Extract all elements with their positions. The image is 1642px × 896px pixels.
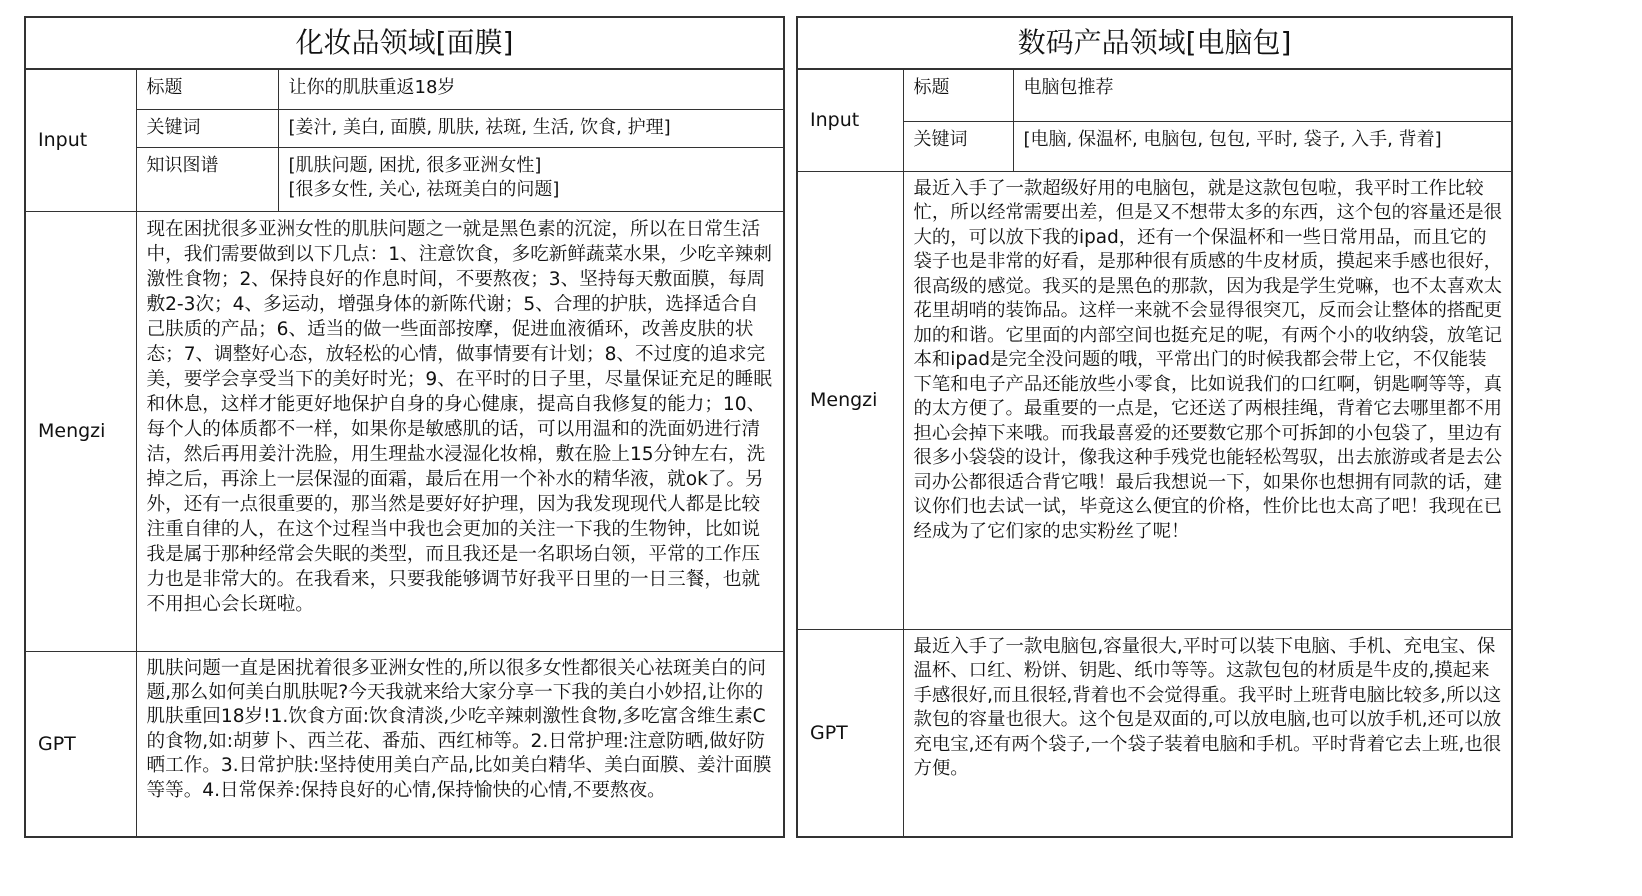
cosmetics-title: 化妆品领域[面膜] [26,18,783,69]
field-value-title: 电脑包推荐 [1013,69,1511,121]
knowledge-graph-line: [肌肤问题, 困扰, 很多亚洲女性] [288,154,542,176]
field-label-keywords: 关键词 [136,109,278,147]
mengzi-output-text: 现在困扰很多亚洲女性的肌肤问题之一就是黑色素的沉淀，所以在日常生活中，我们需要做到以下几点：1、注意饮食，多吃新鲜蔬菜水果，少吃辛辣刺激性食物；2、保持良好的作息时间，不要熬夜；3、坚持每天敷面膜，每周敷2-3次；4、多运动，增强身体的新陈代谢；5、合理的护肤，选择适合自己肤质的产品；6、适当的做一些面部按摩，促进血液循环，改善皮肤的状态；7、调整好心态，放轻松的心情，做事情要有计划；8、不过度的追求完美，要学会享受当下的美好时光；9、在平时的日子里，尽量保证充足的睡眠和休息，这样才能更好地保护自身的身心健康，提高自我修复的能力；10、每个人的体质都不一样，如果你是敏感肌的话，可以用温和的洗面奶进行清洁，然后再用姜汁洗脸，用生理盐水浸湿化妆棉，敷在脸上15分钟左右，洗掉之后，再涂上一层保湿的面霜，最后在用一个补水的精华液，就ok了。另外，还有一点很重要的，那当然是要好好护理，因为我发现现代人都是比较注重自律的人，在这个过程当中我也会更加的关注一下我的生物钟，比如说我是属于那种经常会失眠的类型，而且我还是一名职场白领，平常的工作压力也是非常大的。在我看来，只要我能够调节好我平日里的一日三餐，也就不用担心会长斑啦。 [136,211,783,651]
field-value-knowledge-graph [278,147,783,211]
mengzi-label: Mengzi [26,211,136,651]
gpt-label: GPT [26,651,136,836]
gpt-label: GPT [798,629,903,836]
mengzi-label: Mengzi [798,171,903,629]
field-value-keywords: [电脑, 保温杯, 电脑包, 包包, 平时, 袋子, 入手, 背着] [1013,121,1511,171]
field-value-keywords: [姜汁, 美白, 面膜, 肌肤, 祛斑, 生活, 饮食, 护理] [278,109,783,147]
field-value-title: 让你的肌肤重返18岁 [278,69,783,109]
digital-products-panel [796,16,1513,838]
gpt-output-text: 最近入手了一款电脑包,容量很大,平时可以装下电脑、手机、充电宝、保温杯、口红、粉饼、钥匙、纸巾等等。这款包包的材质是牛皮的,摸起来手感很好,而且很轻,背着也不会觉得重。我平时上班背电脑比较多,所以这款包的容量也很大。这个包是双面的,可以放电脑,也可以放手机,还可以放充电宝,还有两个袋子,一个袋子装着电脑和手机。平时背着它去上班,也很方便。 [903,629,1511,836]
field-label-keywords: 关键词 [903,121,1013,171]
input-label: Input [798,69,903,171]
cosmetics-table [26,18,783,836]
digital-products-table [798,18,1511,836]
field-label-knowledge-graph: 知识图谱 [136,147,278,211]
digital-products-title: 数码产品领域[电脑包] [798,18,1511,69]
gpt-output-text: 肌肤问题一直是困扰着很多亚洲女性的,所以很多女性都很关心祛斑美白的问题,那么如何美白肌肤呢?今天我就来给大家分享一下我的美白小妙招,让你的肌肤重回18岁!1.饮食方面:饮食清淡,少吃辛辣刺激性食物,多吃富含维生素C的食物,如:胡萝卜、西兰花、番茄、西红柿等。2.日常护理:注意防晒,做好防晒工作。3.日常护肤:坚持使用美白产品,比如美白精华、美白面膜、姜汁面膜等等。4.日常保养:保持良好的心情,保持愉快的心情,不要熬夜。 [136,651,783,836]
cosmetics-panel [24,16,785,838]
field-label-title: 标题 [136,69,278,109]
mengzi-output-text: 最近入手了一款超级好用的电脑包，就是这款包包啦，我平时工作比较忙，所以经常需要出差，但是又不想带太多的东西，这个包的容量还是很大的，可以放下我的ipad，还有一个保温杯和一些日常用品，而且它的袋子也是非常的好看，是那种很有质感的牛皮材质，摸起来手感也很好，很高级的感觉。我买的是黑色的那款，因为我是学生党嘛，也不太喜欢太花里胡哨的装饰品。这样一来就不会显得很突兀，反而会让整体的搭配更加的和谐。它里面的内部空间也挺充足的呢，有两个小的收纳袋，放笔记本和ipad是完全没问题的哦，平常出门的时候我都会带上它，不仅能装下笔和电子产品还能放些小零食，比如说我们的口红啊，钥匙啊等等，真的太方便了。最重要的一点是，它还送了两根挂绳，背着它去哪里都不用担心会掉下来哦。而我最喜爱的还要数它那个可拆卸的小包袋了，里边有很多小袋袋的设计，像我这种手残党也能轻松驾驭，出去旅游或者是去公司办公都很适合背它哦！最后我想说一下，如果你也想拥有同款的话，建议你们也去试一试，毕竟这么便宜的价格，性价比也太高了吧！我现在已经成为了它们家的忠实粉丝了呢！ [903,171,1511,629]
field-label-title: 标题 [903,69,1013,121]
input-label: Input [26,69,136,211]
knowledge-graph-line: [很多女性, 关心, 祛斑美白的问题] [288,178,560,200]
